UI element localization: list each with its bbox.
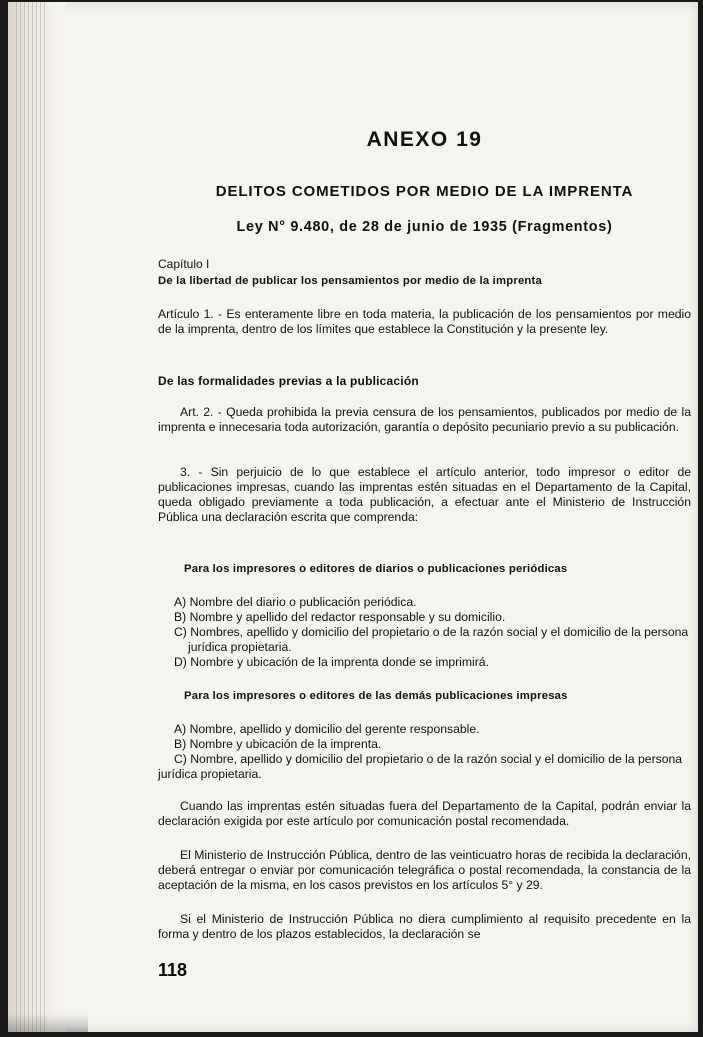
paragraph: El Ministerio de Instrucción Pública, dentro de las veinticuatro horas de recibida la declaración, deberá entregar o enviar por comunicación telegráfica o postal recomendada, la constancia de la aceptación de la misma, en los casos previstos en los artículos 5° y 29. — [158, 848, 691, 892]
article-3: 3. - Sin perjuicio de lo que establece el artículo anterior, todo impresor o editor de publicaciones impresas, cuando las imprentas estén situadas en el Departamento de la Capital, queda obligado previamente a toda publicación, a efectuar ante el Ministerio de Instrucción Pública una declaración escrita que comprenda: — [158, 465, 691, 524]
list-item: C) Nombre, apellido y domicilio del propietario o de la razón social y el domicilio de la persona jurídica propietaria. — [158, 752, 683, 781]
list-item: B) Nombre y ubicación de la imprenta. — [174, 737, 382, 751]
chapter-title: De la libertad de publicar los pensamientos por medio de la imprenta — [158, 275, 542, 287]
chapter-label: Capítulo I — [158, 257, 210, 271]
annex-title: ANEXO 19 — [366, 128, 483, 151]
section-periodicals: Para los impresores o editores de diarios o publicaciones periódicas — [184, 563, 568, 575]
list-item: D) Nombre y ubicación de la imprenta donde se imprimirá. — [174, 655, 489, 669]
page-number: 118 — [158, 960, 188, 980]
paragraph: Cuando las imprentas estén situadas fuera del Departamento de la Capital, podrán enviar la declaración exigida por este artículo por comunicación postal recomendada. — [158, 799, 691, 828]
list-item: A) Nombre, apellido y domicilio del gerente responsable. — [174, 722, 480, 736]
main-heading: DELITOS COMETIDOS POR MEDIO DE LA IMPRENTA — [215, 183, 634, 200]
section-other-publications: Para los impresores o editores de las demás publicaciones impresas — [184, 690, 568, 702]
other-publications-list — [158, 722, 691, 782]
book-page — [8, 2, 698, 1032]
paragraph: Si el Ministerio de Instrucción Pública no diera cumplimiento al requisito precedente en la forma y dentro de los plazos establecidos, la declaración se — [158, 912, 691, 941]
article-2: Art. 2. - Queda prohibida la previa censura de los pensamientos, publicados por medio de la imprenta e innecesaria toda autorización, garantía o depósito pecuniario previo a su publicación. — [158, 405, 691, 434]
page-binding — [8, 2, 66, 1032]
law-reference: Ley N° 9.480, de 28 de junio de 1935 (Fragmentos) — [236, 219, 613, 235]
list-item: A) Nombre del diario o publicación periódica. — [174, 595, 417, 609]
binding-page-edges — [16, 2, 46, 1032]
article-1: Artículo 1. - Es enteramente libre en toda materia, la publicación de los pensamientos por medio de la imprenta, dentro de los límites que establece la Constitución y la presente ley. — [158, 307, 691, 336]
periodicals-list — [158, 595, 691, 670]
list-item: C) Nombres, apellido y domicilio del propietario o de la razón social y el domicilio de la persona jurídica propietaria. — [174, 625, 689, 654]
section-formalities: De las formalidades previas a la publicación — [158, 374, 419, 388]
corner-shadow — [8, 1014, 88, 1032]
list-item: B) Nombre y apellido del redactor responsable y su domicilio. — [174, 610, 506, 624]
